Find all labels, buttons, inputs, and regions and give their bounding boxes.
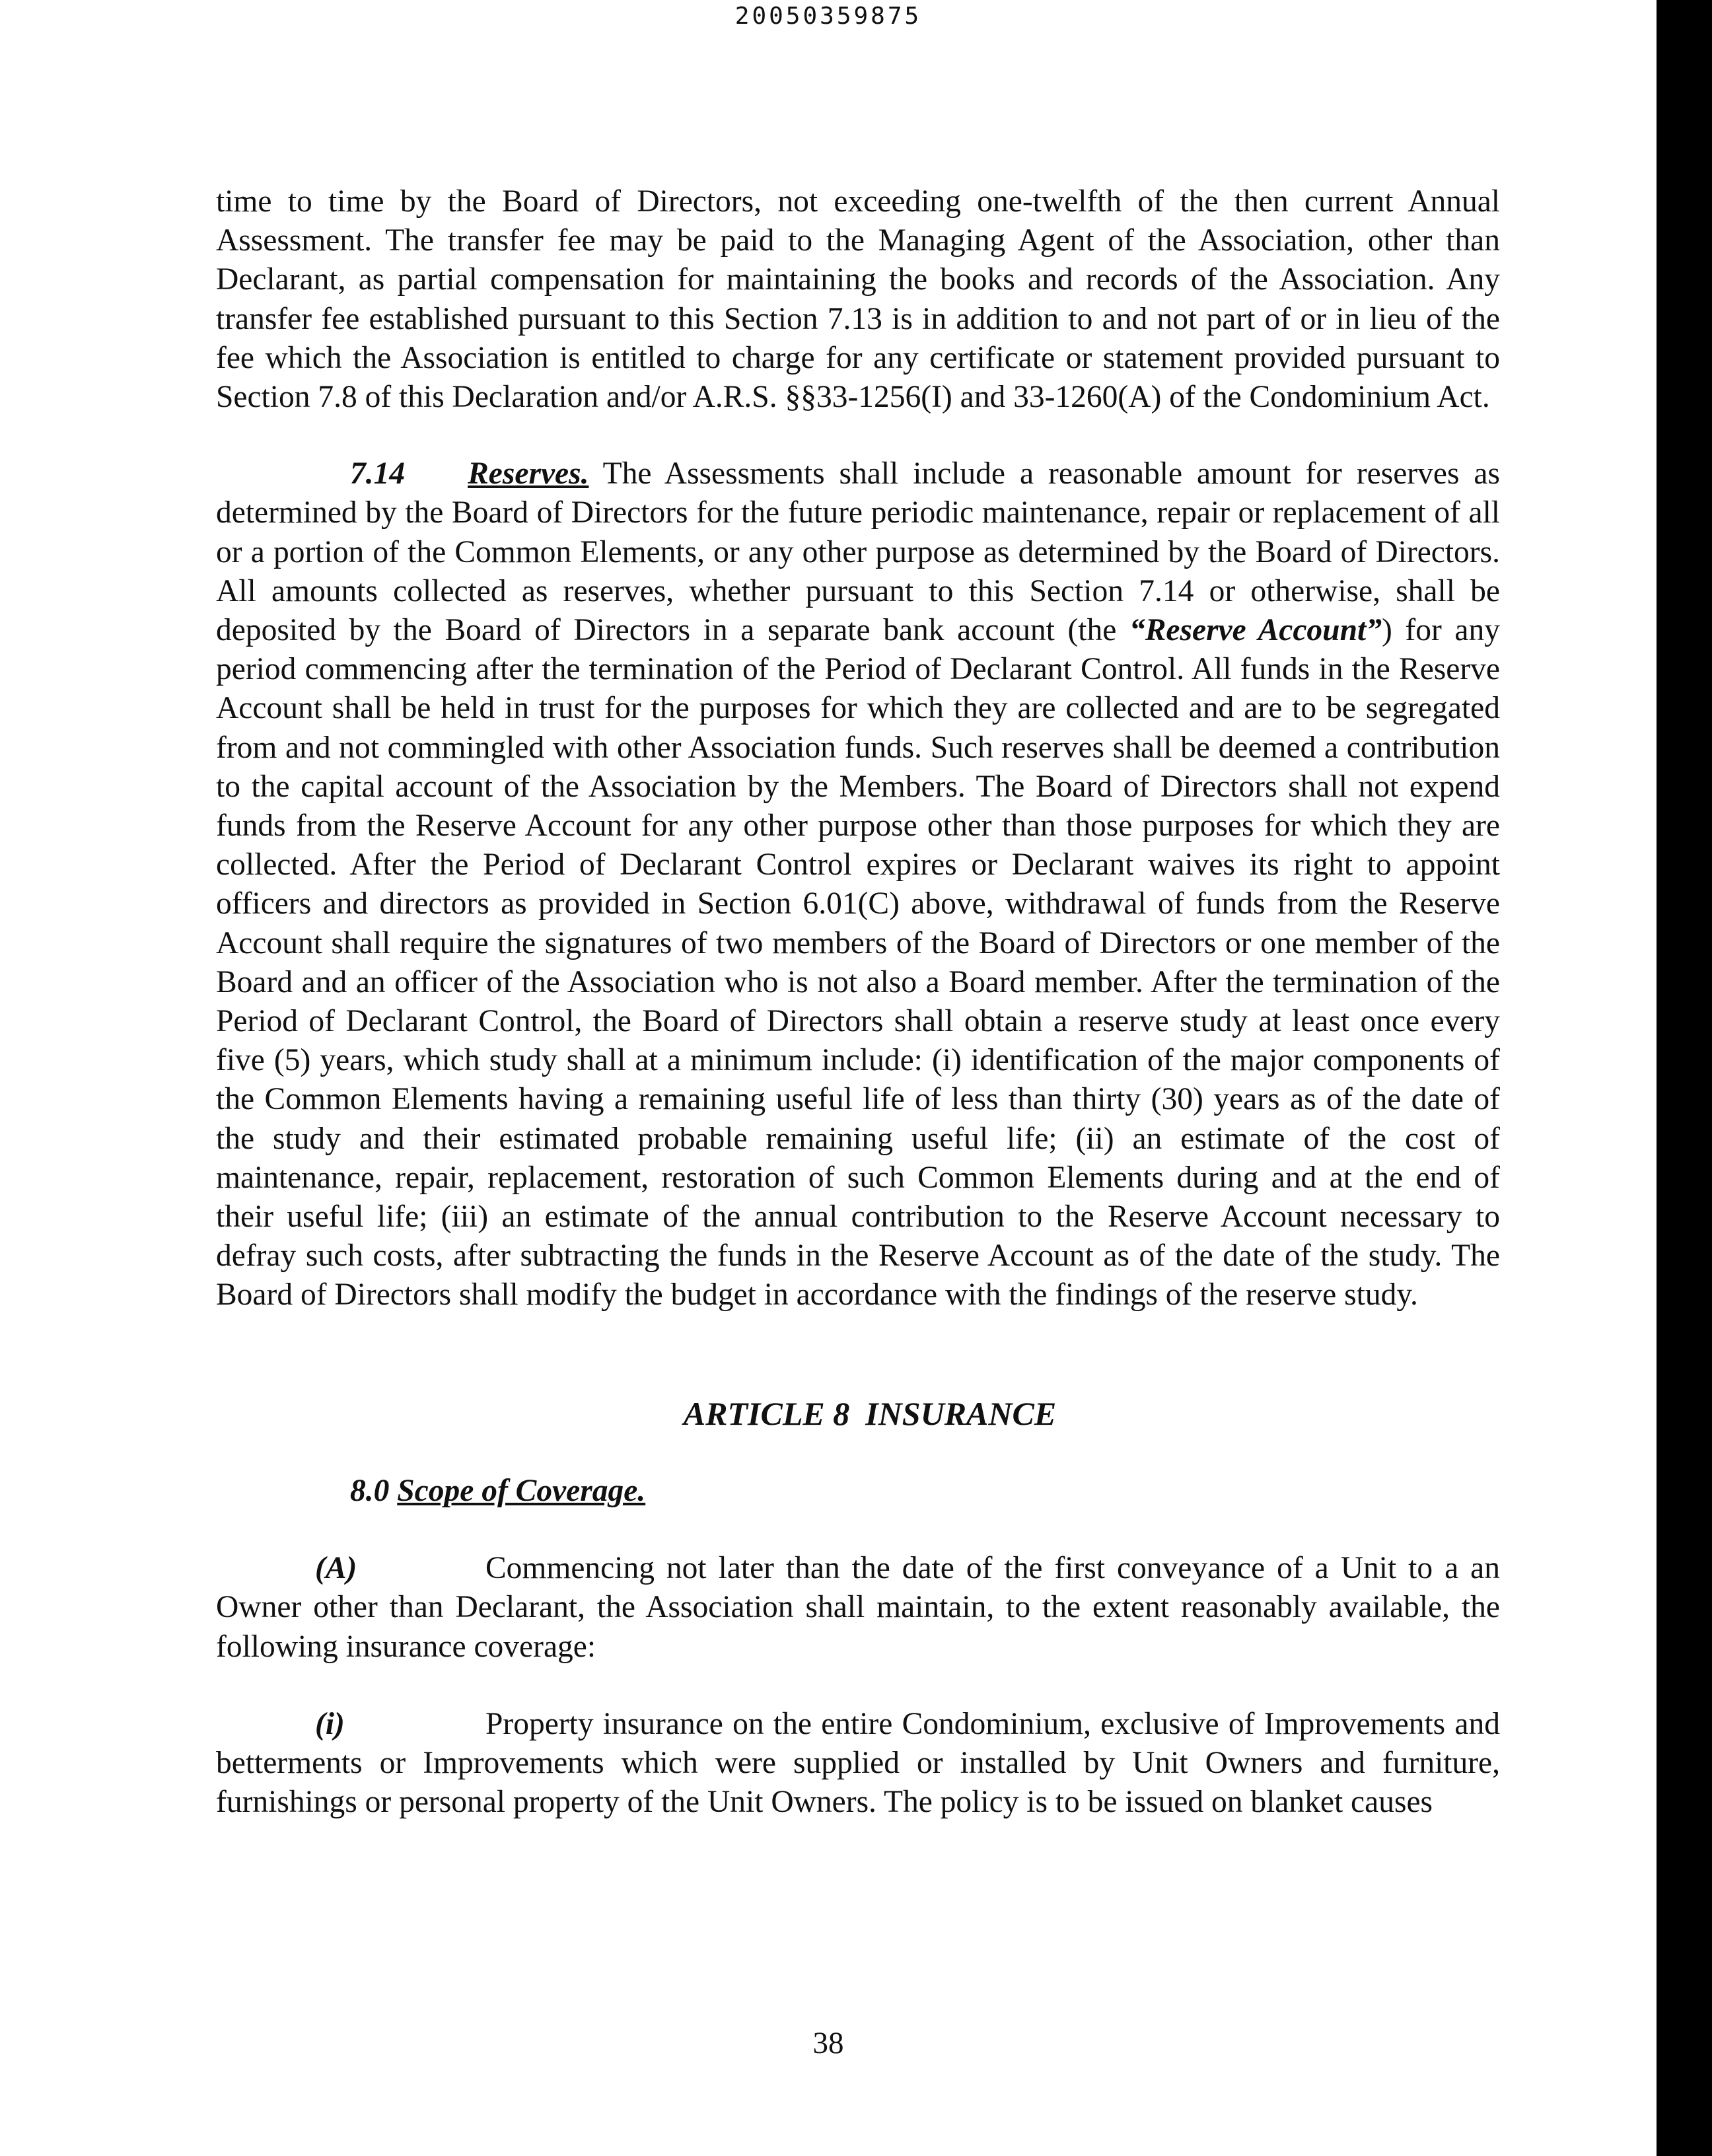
article-8-label: ARTICLE 8 [683, 1394, 850, 1432]
paragraph-i-text: Property insurance on the entire Condominium, exclusive of Improvements and betterments or Improvements which were supplied or installed by Unit Owners and furniture, furnishings or personal property of the Unit Owners. The policy is to be issued on blanket causes [216, 1706, 1500, 1820]
section-8-0-heading [350, 1472, 1500, 1511]
reserve-account-term: “Reserve Account” [1129, 613, 1382, 648]
continuation-paragraph: time to time by the Board of Directors, not exceeding one-twelfth of the then current Annual Assessment. The transfer fee may be paid to the Managing Agent of the Association, other than Declarant, as partial compensation for maintaining the books and records of the Association. Any transfer fee established pursuant to this Section 7.13 is in addition to and not part of or in lieu of the fee which the Association is entitled to charge for any certificate or statement provided pursuant to Section 7.8 of this Declaration and/or A.R.S. §§33-1256(I) and 33-1260(A) of the Condominium Act. [216, 184, 1500, 415]
section-7-14-paragraph [216, 454, 1500, 1314]
document-number: 20050359875 [734, 3, 922, 30]
paragraph-i [216, 1705, 1500, 1822]
page-number: 38 [812, 2026, 844, 2060]
document-body [216, 182, 1500, 1822]
section-7-14-text-a: The Assessments shall include a reasonable amount for reserves as determined by the Board of Directors for the future periodic maintenance, repair or replacement of all or a portion of the Common Elements, or any other purpose as determined by the Board of Directors. All amounts collected as reserves, whether pursuant to this Section 7.14 or otherwise, shall be deposited by the Board of Directors in a separate bank account (the [216, 456, 1500, 648]
paragraph-i-label: (i) [315, 1706, 345, 1741]
section-7-14-title: Reserves. [468, 456, 589, 491]
paragraph-a-label: (A) [315, 1551, 357, 1586]
paragraph-a-text: Commencing not later than the date of the first conveyance of a Unit to a an Owner other than Declarant, the Association shall maintain, to the extent reasonably available, the following insurance coverage: [216, 1551, 1500, 1664]
section-8-0-title: Scope of Coverage. [397, 1473, 646, 1508]
paragraph-a [216, 1549, 1500, 1667]
section-7-14-number: 7.14 [350, 456, 406, 491]
section-8-0-number: 8.0 [350, 1473, 390, 1508]
article-8-heading [216, 1394, 1500, 1433]
article-8-title: INSURANCE [865, 1394, 1057, 1432]
section-7-14-text-b: ) for any period commencing after the termination of the Period of Declarant Control. All funds in the Reserve Account shall be held in trust for the purposes for which they are collected and are to be segregated from and not commingled with other Association funds. Such reserves shall be deemed a contribution to the capital account of the Association by the Members. The Board of Directors shall not expend funds from the Reserve Account for any other purpose other than those purposes for which they are collected. After the Period of Declarant Control expires or Declarant waives its right to appoint officers and directors as provided in Section 6.01(C) above, withdrawal of funds from the Reserve Account shall require the signatures of two members of the Board of Directors or one member of the Board and an officer of the Association who is not also a Board member. After the termination of the Period of Declarant Control, the Board of Directors shall obtain a reserve study at least once every five (5) years, which study shall at a minimum include: (i) identification of the major components of the Common Elements having a remaining useful life of less than thirty (30) years as of the date of the study and their estimated probable remaining useful life; (ii) an estimate of the cost of maintenance, repair, replacement, restoration of such Common Elements during and at the end of their useful life; (iii) an estimate of the annual contribution to the Reserve Account necessary to defray such costs, after subtracting the funds in the Reserve Account as of the date of the study. The Board of Directors shall modify the budget in accordance with the findings of the reserve study. [216, 613, 1501, 1312]
